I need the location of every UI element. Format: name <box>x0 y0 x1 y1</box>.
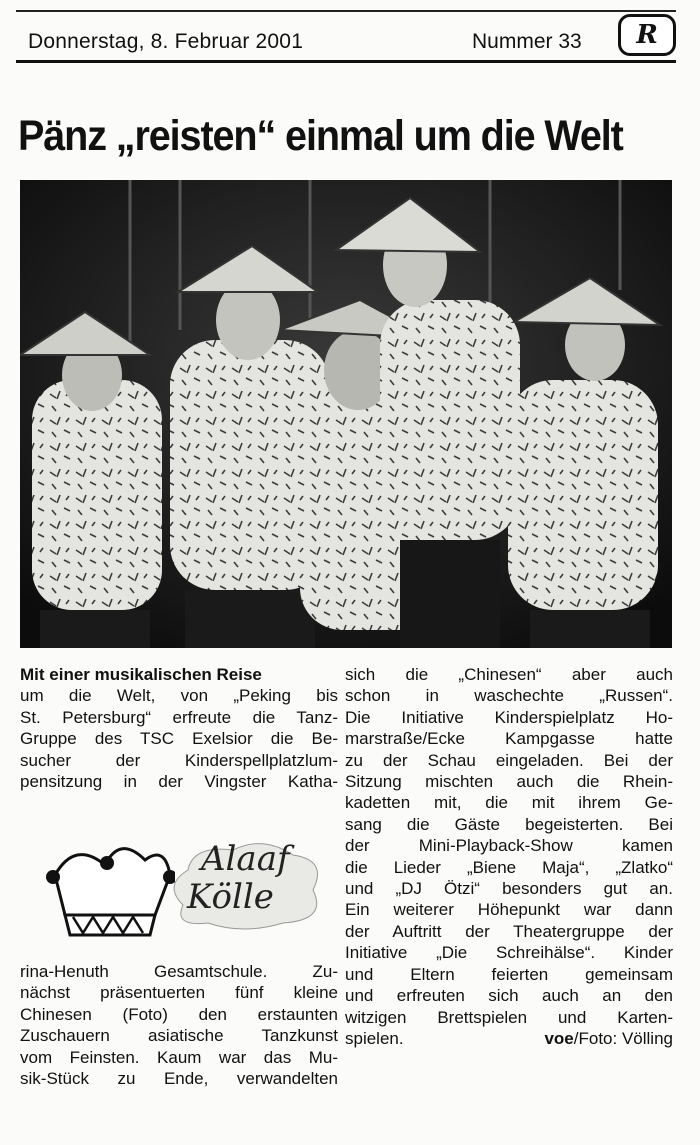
article-line: witzigen Brettspielen und Karten- <box>345 1007 673 1027</box>
article-line: kadetten mit, die mit ihrem Ge- <box>345 793 673 813</box>
article-line: sucher der Kinderspellplatzlum- <box>20 750 338 770</box>
photo-credit <box>544 1028 673 1049</box>
article-line: um die Welt, von „Peking bis <box>20 686 338 706</box>
article-line: rina-Henuth Gesamtschule. Zu- <box>20 962 338 981</box>
issue-number: Nummer 33 <box>472 30 582 53</box>
article-line: Ein weiterer Höhepunkt war dann <box>345 900 673 920</box>
article-line: marstraße/Ecke Kampgasse hatte <box>345 729 673 749</box>
author-initials: voe <box>544 1028 574 1048</box>
article-line: und Eltern feierten gemeinsam <box>345 964 673 984</box>
article-line: schon in waschechte „Russen“. <box>345 686 673 706</box>
logo-letter: R <box>636 20 658 50</box>
jester-cap-icon <box>45 835 175 945</box>
credit-text: /Foto: Völling <box>573 1028 673 1048</box>
article-line: pensitzung in der Vingster Katha- <box>20 772 338 792</box>
article-column-2 <box>345 664 673 1049</box>
article-column-1-top <box>20 664 338 792</box>
article-line: Mit einer musikalischen Reise <box>20 665 262 684</box>
newspaper-logo <box>618 14 676 56</box>
header-top-rule <box>16 10 676 12</box>
alaaf-koelle-emblem <box>45 835 335 945</box>
emblem-line-1: Alaaf <box>201 839 290 879</box>
article-line: sang die Gäste begeisterten. Bei <box>345 814 673 834</box>
article-line: Die Initiative Kinderspielplatz Ho- <box>345 707 673 727</box>
article-line: der Mini-Playback-Show kamen <box>345 836 673 856</box>
article-last-line <box>345 1028 673 1049</box>
emblem-line-2: Kölle <box>187 877 274 917</box>
article-column-1-bottom <box>20 961 338 1089</box>
article-line: sik-Stück zu Ende, verwandelten <box>20 1069 338 1089</box>
article-line: die Lieder „Biene Maja“, „Zlatko“ <box>345 857 673 877</box>
last-line-text: spielen. <box>345 1028 404 1048</box>
article-line: Gruppe des TSC Exelsior die Be- <box>20 729 338 749</box>
article-line: und erfreuten sich auch an den <box>345 986 673 1006</box>
article-line: Initiative „Die Schreihälse“. Kinder <box>345 943 673 963</box>
issue-date: Donnerstag, 8. Februar 2001 <box>28 30 304 53</box>
article-line: und „DJ Ötzi“ besonders gut an. <box>345 879 673 899</box>
article-line: Zuschauern asiatische Tanzkunst <box>20 1026 338 1046</box>
article-headline: Pänz „reisten“ einmal um die Welt <box>18 112 623 160</box>
article-line: zu der Schau eingeladen. Bei der <box>345 750 673 770</box>
article-line: der Auftritt der Theatergruppe der <box>345 921 673 941</box>
article-line: Sitzung mischten auch die Rhein- <box>345 772 673 792</box>
article-line: nächst präsentuerten fünf kleine <box>20 983 338 1003</box>
header-bottom-rule <box>16 60 676 63</box>
article-line: St. Petersburg“ erfreute die Tanz- <box>20 707 338 727</box>
article-photo <box>20 180 672 648</box>
article-line: Chinesen (Foto) den erstaunten <box>20 1004 338 1024</box>
article-line: vom Feinsten. Kaum war das Mu- <box>20 1047 338 1067</box>
article-line: sich die „Chinesen“ aber auch <box>345 665 673 684</box>
